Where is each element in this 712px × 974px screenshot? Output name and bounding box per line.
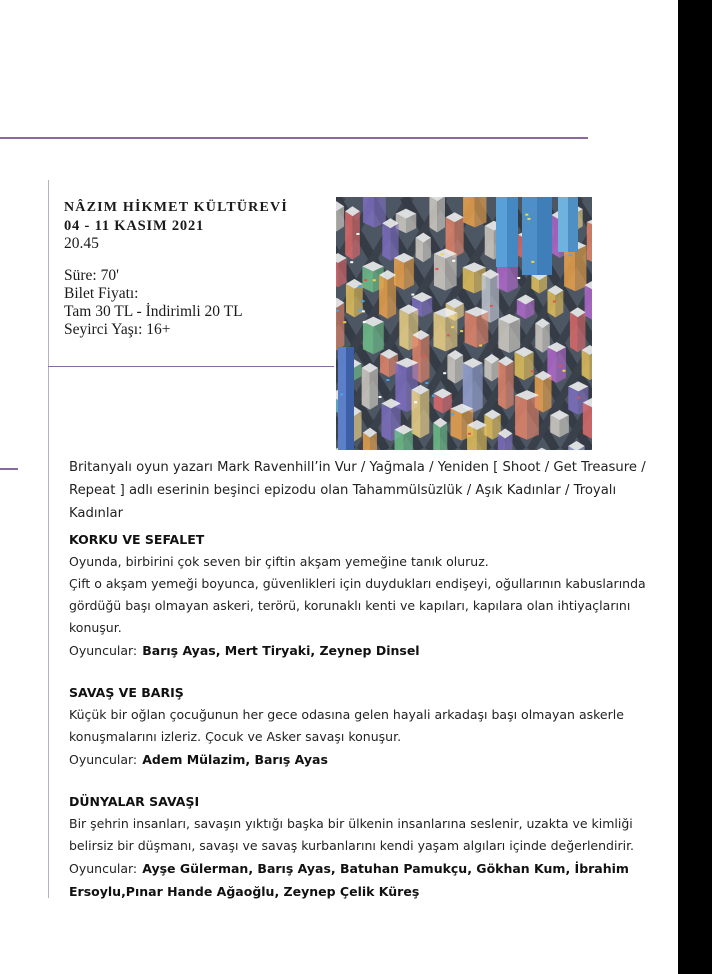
cast-label: Oyuncular: [69,752,138,767]
description [69,456,654,923]
ticket-prices: Tam 30 TL - İndirimli 20 TL [64,303,243,320]
event-time: 20.45 [64,235,99,252]
section-title: KORKU VE SEFALET [69,532,205,547]
section-title: SAVAŞ VE BARIŞ [69,685,184,700]
section [69,529,654,662]
section-paragraph: Oyunda, birbirini çok seven bir çiftin akşam yemeğine tanık oluruz. [69,554,489,569]
vertical-divider [48,180,49,898]
right-edge-bar [678,0,712,974]
event-info [64,199,334,339]
venue-name: NÂZIM HİKMET KÜLTÜREVİ [64,200,288,215]
left-tick [0,468,18,470]
cast-label: Oyuncular: [69,861,138,876]
cast-label: Oyuncular: [69,643,138,658]
ticket-label: Bilet Fiyatı: [64,285,139,302]
cast-names: Barış Ayas, Mert Tiryaki, Zeynep Dinsel [142,643,420,658]
section-paragraph: Çift o akşam yemeği boyunca, güvenlikleri için duydukları endişeyi, oğullarının kabuslarında gördüğü başı olmayan askeri, terörü, korunaklı kenti ve kapıları, kapılara olan ihtiyaçlarını konuşur. [69,576,646,635]
cast-line [69,639,654,662]
age-limit: Seyirci Yaşı: 16+ [64,321,171,338]
info-divider [48,366,334,367]
section-title: DÜNYALAR SAVAŞI [69,794,200,809]
section-paragraph: Bir şehrin insanları, savaşın yıktığı başka bir ülkenin insanlarına seslenir, uzakta ve kimliği belirsiz bir düşmanı, savaşı ve savaş kurbanlarını kendi yaşam algıları içinde değerlendirir. [69,816,635,853]
top-divider [0,137,588,139]
cast-names: Ayşe Gülerman, Barış Ayas, Batuhan Pamukçu, Gökhan Kum, İbrahim Ersoylu,Pınar Hande Ağaoğlu, Zeynep Çelik Küreş [69,861,629,899]
event-dates: 04 - 11 KASIM 2021 [64,218,205,234]
section [69,682,654,771]
section-paragraph: Küçük bir oğlan çocuğunun her gece odasına gelen hayali arkadaşı başı olmayan askerle konuşmalarını izleriz. Çocuk ve Asker savaşı konuşur. [69,707,624,744]
cast-names: Adem Mülazim, Barış Ayas [142,752,328,767]
section [69,791,654,903]
city-illustration [336,197,592,450]
duration: Süre: 70' [64,267,119,284]
cast-line [69,857,654,903]
cast-line [69,748,654,771]
intro-text: Britanyalı oyun yazarı Mark Ravenhill’in Vur / Yağmala / Yeniden [ Shoot / Get Treasure / Repeat ] adlı eserinin beşinci epizodu olan Tahammülsüzlük / Aşık Kadınlar / Troyalı Kadınlar [69,460,646,521]
